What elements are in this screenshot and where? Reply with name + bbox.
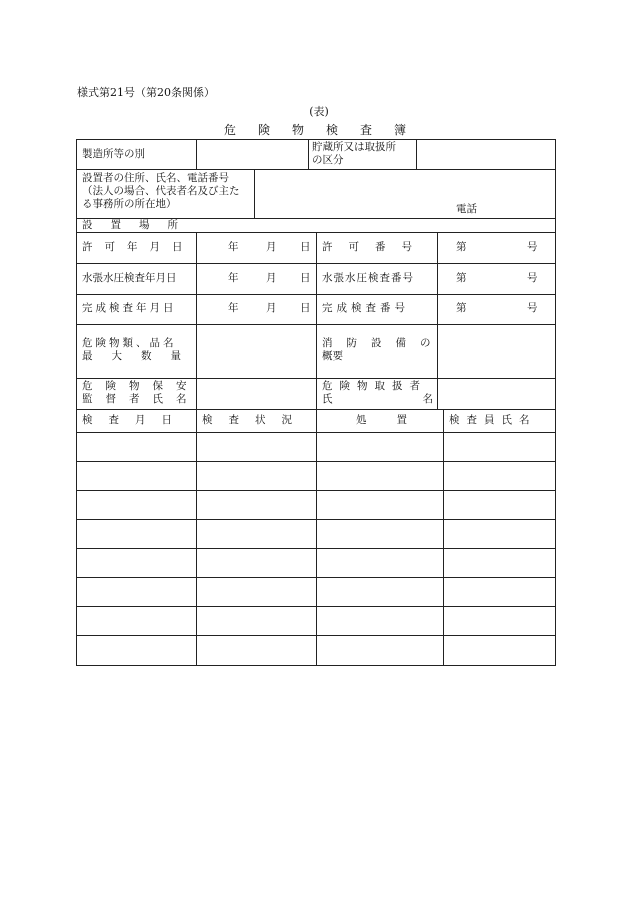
page-title: 危険物検査簿 [223,123,428,137]
number-suffix: 号 [527,302,538,314]
number-prefix: 第 [456,241,467,253]
side-label: (表) [309,105,329,118]
log-header-inspector-name: 検査員氏名 [449,414,537,426]
handler-label: 危険物取扱者 氏名 [322,380,523,405]
table-row [76,548,556,577]
permit-date-label: 許可年月日 [82,241,195,253]
completion-date-label: 完成検査年月日 [82,302,177,314]
date-month-unit: 月 [266,272,277,284]
inspection-register-form [76,139,556,666]
table-row [76,577,556,606]
location-label: 設置場所 [82,219,196,231]
permit-number-label: 許可番号 [322,241,428,253]
number-prefix: 第 [456,272,467,284]
table-row [76,635,556,665]
table-row [76,490,556,519]
hydro-test-date-label: 水張水圧検査年月日 [82,272,177,284]
table-row [76,432,556,461]
form-reference: 様式第21号（第20条関係） [77,86,215,99]
date-year-unit: 年 [228,302,239,314]
date-year-unit: 年 [228,272,239,284]
storage-handling-label: 貯蔵所又は取扱所 の区分 [312,141,396,166]
table-row [76,606,556,635]
date-month-unit: 月 [266,302,277,314]
log-header-inspection-date: 検査月日 [82,414,188,426]
hazmat-class-label: 危険物類、品名 最大数量 [82,337,200,362]
log-header-inspection-status: 検査状況 [202,414,308,426]
date-year-unit: 年 [228,241,239,253]
date-day-unit: 日 [300,241,311,253]
table-row [76,519,556,548]
date-day-unit: 日 [300,272,311,284]
fire-equipment-label: 消防設備の 概要 [322,337,445,362]
completion-number-label: 完成検査番号 [322,302,409,314]
hydro-test-number-label: 水張水圧検査番号 [322,272,414,284]
number-prefix: 第 [456,302,467,314]
phone-label: 電話 [456,203,477,215]
installer-label: 設置者の住所、氏名、電話番号 （法人の場合、代表者名及び主た る事務所の所在地） [82,172,240,210]
date-month-unit: 月 [266,241,277,253]
supervisor-label: 危険物保安 監督者氏名 [82,380,200,405]
number-suffix: 号 [527,272,538,284]
log-header-action: 処置 [356,414,437,426]
facility-type-label: 製造所等の別 [82,148,145,160]
date-day-unit: 日 [300,302,311,314]
table-row [76,461,556,490]
number-suffix: 号 [527,241,538,253]
